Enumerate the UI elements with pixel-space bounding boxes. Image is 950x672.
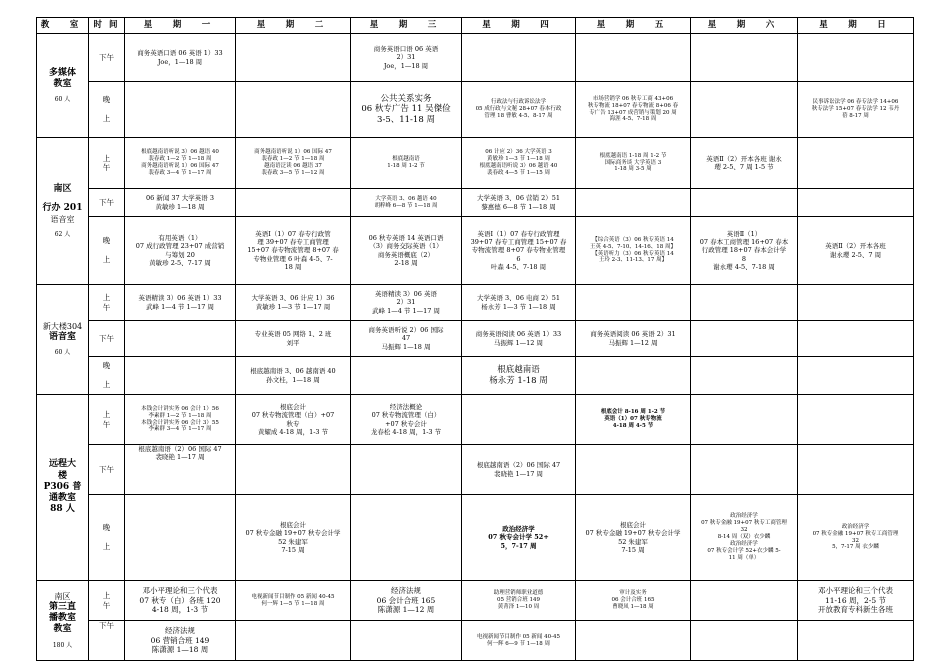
cell-r5-pm-thu <box>462 621 576 661</box>
cell-r1-pm-mon <box>125 34 236 82</box>
cell-r3-am-thu <box>462 285 576 321</box>
cell-line: 专物业管理 6 叶森 4-5、7- <box>253 254 333 263</box>
cell-line: 05 营销合班 149 <box>497 597 540 604</box>
cell-line: 39+07 春专工商管理 15+07 春 <box>470 238 567 247</box>
cell-r5-am-fri <box>576 581 691 621</box>
cell-line: 根底会计 <box>280 403 306 412</box>
cell-line: 07 秋专金融 19+07 秋专工商管理 <box>812 530 899 537</box>
cell-r2-am-wed <box>351 138 462 189</box>
cell-line: 璎 2-5、7 周 1-5 节 <box>714 163 774 171</box>
cell-line: 武峰 1—4 节 1—17 周 <box>146 302 214 311</box>
cell-line: 7-15 周 <box>281 545 305 554</box>
cell-empty <box>236 189 351 217</box>
cell-r3-am-mon <box>125 285 236 321</box>
schedule-document <box>36 17 914 661</box>
cell-line: 电视新闻节目制作 05 新闻 40-45 <box>251 593 335 600</box>
cell-line: 8 <box>741 254 747 263</box>
cell-line: 理 39+07 春专工商管理 <box>257 238 329 247</box>
cell-line: 黄菁泽 1—10 周 <box>497 603 540 610</box>
schedule-table <box>36 17 914 661</box>
cell-line: 根底越南语 <box>392 156 420 163</box>
cell-line: 李素群 3—4 节 1—17 周 <box>148 426 212 433</box>
cell-line: 2-18 周 <box>394 258 418 267</box>
cell-line: 根底会计 8-16 周 1-2 节 <box>600 409 666 416</box>
cell-line: 裴春政 1—2 节 1—18 周 <box>261 156 325 163</box>
cell-line: 开放教育专科新生各班 <box>818 605 893 615</box>
cell-line: 海涯 4-5、7-18 周 <box>609 116 657 123</box>
cell-r4-ev-tue <box>236 495 351 581</box>
cell-r2-ev-mon <box>125 217 236 285</box>
cell-line: 马振辉 1—12 周 <box>493 338 544 347</box>
cell-line: 谢永璎 2-5、7 周 <box>829 250 882 259</box>
cell-line: 国际商务谈 大学英语 3 <box>604 159 662 166</box>
header-tue: 星 期 二 <box>236 18 351 34</box>
cell-line: 3-5、11-18 周 <box>377 114 435 125</box>
cell-r4-pm-thu <box>462 445 576 495</box>
room-south-broadcast: 南区 第三直 播教室 教室 180 人 <box>37 581 89 661</box>
cell-line: 07 春本工商管理 16+07 春本 <box>699 238 789 247</box>
cell-line: 黄敏珍 1—18 周 <box>155 202 205 211</box>
cell-line: 专业英语 05 网络 1、2 班 <box>254 330 332 339</box>
time-afternoon: 下午 <box>89 34 125 82</box>
cell-line: 18 周 <box>284 262 302 271</box>
time-afternoon: 下午 <box>89 189 125 217</box>
cell-line: 商务英语口语 06 英语 <box>373 45 439 54</box>
cell-line: 黄敏珍 2-5、7-17 周 <box>149 258 211 267</box>
cell-r2-am-sat <box>691 138 798 189</box>
cell-empty <box>798 285 914 321</box>
cell-line: 【综合英语（3）06 秋专英语 14 <box>592 236 674 243</box>
cell-empty <box>462 34 576 82</box>
cell-line: 根底越南语 <box>497 364 540 375</box>
cell-line: 商务英语概底（2） <box>377 250 435 259</box>
cell-line: 07 秋专（白）各班 120 <box>139 595 221 605</box>
cell-empty <box>351 621 462 661</box>
time-afternoon: 下午 <box>89 321 125 357</box>
cell-r4-am-tue <box>236 395 351 445</box>
cell-line: 大学英语 3、06 越语 40 <box>375 195 437 202</box>
cell-r5-am-sun <box>798 581 914 621</box>
cell-line: 大学英语 3、06 计应 1）36 <box>251 294 335 303</box>
cell-line: 秋专 <box>286 419 300 428</box>
cell-r4-ev-fri <box>576 495 691 581</box>
cell-r5-am-tue <box>236 581 351 621</box>
cell-r2-am-fri <box>576 138 691 189</box>
cell-line: +07 秋专会计 <box>385 419 427 428</box>
cell-line: 黄敏珍 1—3 节 1—18 周 <box>487 156 550 163</box>
cell-line: 商务英语口语 06 英语 1）33 <box>137 49 223 58</box>
cell-line: 裴春政 3—4 节 1—17 周 <box>148 169 212 176</box>
cell-line: 07 秋专会计学 52+衣少麟 5- <box>707 547 781 554</box>
cell-empty <box>462 395 576 445</box>
cell-line: 何一辉 6—9 节 1—18 周 <box>487 640 550 647</box>
cell-line: 1-18 周 1-2 节 <box>387 163 425 169</box>
room-remote-p306: 远程大 楼 P306 普 通教室 88 人 <box>37 395 89 581</box>
cell-line: 杨永芳 1—3 节 1—18 周 <box>481 302 556 311</box>
time-morning: 上 午 <box>89 581 125 621</box>
header-thu: 星 期 四 <box>462 18 576 34</box>
cell-empty <box>351 495 462 581</box>
cell-line: 07 秋专金融 19+07 秋专会计学 <box>245 529 341 538</box>
cell-line: 龙春松 4-18 周，1-3 节 <box>370 427 442 436</box>
cell-line: 11 周（单） <box>728 554 760 561</box>
cell-line: 英语Ⅰ（1）07 春专行政管理 <box>477 230 560 239</box>
cell-line: 根底越南语听说 3）06 越语 40 <box>141 149 219 156</box>
cell-empty <box>798 621 914 661</box>
cell-line: 专广告 13+07 成营销与策划 20 周 <box>589 109 677 116</box>
cell-line: 管理 18 曹敏 4-5、8-17 周 <box>484 112 553 119</box>
cell-empty <box>236 82 351 138</box>
cell-line: 07 秋专物流管理（白） <box>371 411 441 420</box>
cell-r2-ev-sun <box>798 217 914 285</box>
cell-line: 7-15 周 <box>621 545 645 554</box>
header-row <box>37 18 914 34</box>
time-morning: 上 午 <box>89 285 125 321</box>
cell-r2-ev-sat <box>691 217 798 285</box>
cell-line: Joe，1—18 周 <box>383 61 429 70</box>
cell-empty <box>125 357 236 395</box>
cell-r1-ev-wed <box>351 82 462 138</box>
cell-r2-ev-thu <box>462 217 576 285</box>
cell-r2-ev-fri <box>576 217 691 285</box>
cell-line: 07 成行政管理 23+07 成营销 <box>135 242 225 251</box>
cell-r4-am-mon <box>125 395 236 445</box>
cell-line: 秋专法学 15+07 春专法学 12 韦丹 <box>811 106 900 113</box>
cell-line: 英语精读 3）06 英语 <box>374 290 438 299</box>
cell-line: 【英语听力（3）06 秋专英语 14 <box>592 250 674 257</box>
cell-line: 裴春政 4—5 节 1—15 周 <box>487 169 550 176</box>
cell-line: 秋专物流 18+07 春专物流 8+06 春 <box>587 102 679 109</box>
cell-line: 审计及实务 <box>619 590 647 597</box>
cell-line: 裴春政 1—2 节 1—18 周 <box>148 156 212 163</box>
cell-r4-ev-sun <box>798 495 914 581</box>
cell-r2-ev-wed <box>351 217 462 285</box>
cell-line: 与筹划 20 <box>165 250 195 259</box>
cell-r2-am-mon <box>125 138 236 189</box>
cell-empty <box>576 34 691 82</box>
cell-line: 52 朱建军 <box>278 537 308 546</box>
header-fri: 星 期 五 <box>576 18 691 34</box>
cell-line: 07 秋专会计学 52+ <box>488 533 549 542</box>
cell-line: 4-18 周，1-3 节 <box>151 605 209 615</box>
cell-line: 政治经济学 <box>841 523 870 530</box>
cell-r5-am-thu <box>462 581 576 621</box>
cell-empty <box>576 357 691 395</box>
cell-empty <box>798 138 914 189</box>
cell-line: 根底越南语（2）06 国际 47 <box>476 461 561 470</box>
cell-line: 本钱会计讲实务 06 会计 1）56 <box>141 405 219 412</box>
cell-line: 52 朱建军 <box>618 537 648 546</box>
cell-line: 商务英语听说 2）06 国际 <box>368 326 444 335</box>
cell-empty <box>798 357 914 395</box>
cell-line: 8-14 周（双）衣少麟 <box>717 534 771 541</box>
cell-line: 1-18 周 3-5 周 <box>614 166 652 173</box>
cell-line: 武峰 1—4 节 1—17 周 <box>372 306 440 315</box>
cell-empty <box>691 82 798 138</box>
cell-line: 有用英语（1） <box>158 234 202 243</box>
cell-line: 06 秋专广告 11 吴傑俭 <box>361 104 451 115</box>
cell-line: 06 新闻 37 大学英语 3 <box>146 194 214 203</box>
cell-line: 政治经济学 <box>730 540 758 547</box>
cell-line: 06 秋专英语 14 英语口语 <box>368 234 444 243</box>
time-morning: 上 午 <box>89 395 125 445</box>
cell-line: 政治经济学 <box>730 513 758 520</box>
cell-r3-ev-tue <box>236 357 351 395</box>
header-sat: 星 期 六 <box>691 18 798 34</box>
cell-line: 商务英语阅读 06 英语 2）31 <box>590 330 676 339</box>
cell-empty <box>236 621 351 661</box>
cell-empty <box>798 321 914 357</box>
cell-r4-am-wed <box>351 395 462 445</box>
cell-line: 根底会计 <box>280 521 306 530</box>
cell-empty <box>798 189 914 217</box>
cell-empty <box>576 445 691 495</box>
cell-empty <box>691 581 798 621</box>
cell-r4-ev-sat <box>691 495 798 581</box>
cell-line: 11-16 周，2-5 节 <box>825 595 886 605</box>
cell-r2-am-thu <box>462 138 576 189</box>
cell-line: 王玲 2-3、11-13、17 周】 <box>598 257 668 264</box>
cell-empty <box>576 189 691 217</box>
cell-empty <box>576 621 691 661</box>
cell-line: 谢永璎 4-5、7-18 周 <box>713 262 775 271</box>
cell-line: 公共关系实务 <box>380 93 432 104</box>
cell-r4-am-fri <box>576 395 691 445</box>
cell-line: 经济法规 <box>391 586 421 596</box>
cell-empty <box>125 495 236 581</box>
cell-line: 黄耀成 4-18 周，1-3 节 <box>257 427 329 436</box>
time-afternoon: 下午 <box>89 445 125 495</box>
cell-r3-am-wed <box>351 285 462 321</box>
cell-line: 马振辉 1—18 周 <box>381 342 431 351</box>
cell-empty <box>798 445 914 495</box>
cell-r2-pm-thu <box>462 189 576 217</box>
cell-empty <box>691 189 798 217</box>
cell-line: 2）31 <box>396 298 416 307</box>
cell-line: 15+07 春专物流管理 8+07 春 <box>247 246 339 255</box>
cell-line: 黄敏珍 1—3 节 1—17 周 <box>255 302 331 311</box>
cell-line: 根底越南语 3、06 越南语 40 <box>250 367 336 376</box>
cell-line: 大学英语 3、06 营销 2）51 <box>476 194 560 203</box>
cell-line: 本钱会计讲实务 06 会计 3）55 <box>141 419 219 426</box>
cell-line: 4-18 周 4-5 节 <box>612 422 654 429</box>
time-evening: 晚 上 <box>89 217 125 285</box>
cell-line: 07 秋专金融 19+07 秋专会计学 <box>585 529 681 538</box>
cell-empty <box>691 285 798 321</box>
cell-line: 2）31 <box>396 53 416 62</box>
cell-empty <box>351 445 462 495</box>
cell-line: 越南语泛读 06 越语 37 <box>264 163 322 169</box>
cell-line: 32 <box>852 537 859 544</box>
cell-line: 6 <box>516 254 521 263</box>
cell-line: 06 计应 2）36 大学英语 3 <box>485 149 552 156</box>
cell-line: 06 会计合班 165 <box>376 595 436 605</box>
cell-line: 根底越南语 1-18 周 1-2 节 <box>599 152 667 159</box>
cell-line: 47 <box>401 334 411 343</box>
cell-line: 根底越南语（2）06 国际 47 <box>138 445 222 453</box>
cell-r1-ev-thu <box>462 82 576 138</box>
cell-empty <box>236 34 351 82</box>
cell-line: 经济法规 <box>165 626 195 636</box>
cell-line: 5，7-17 周 衣少麟 <box>832 544 879 551</box>
cell-line: 李素群 1—2 节 1—18 周 <box>148 412 212 419</box>
cell-line: 商务英语阅读 06 英语 1）33 <box>475 330 562 339</box>
cell-line: 英语Ⅱ（2）开本各班 谢永 <box>706 154 782 163</box>
cell-line: 英语Ⅱ（2）开本各班 <box>825 242 886 251</box>
cell-r3-pm-fri <box>576 321 691 357</box>
cell-line: 06 营销合班 149 <box>150 635 210 645</box>
cell-empty <box>125 321 236 357</box>
cell-line: 裴晓艳 1—17 周 <box>493 469 544 478</box>
room-new-304: 新大楼304 语音室 60 人 <box>37 285 89 395</box>
cell-empty <box>125 82 236 138</box>
cell-empty <box>691 34 798 82</box>
cell-line: 胡粹峰 6—8 节 1—18 周 <box>374 202 438 209</box>
cell-r1-ev-fri <box>576 82 691 138</box>
cell-line: 专物流管理 8+07 春专物业管理 <box>471 246 566 255</box>
cell-r4-ev-thu <box>462 495 576 581</box>
cell-line: 邓小平理论和三个代表 <box>142 586 218 596</box>
cell-empty <box>351 357 462 395</box>
header-time: 时 间 <box>89 18 125 34</box>
cell-r5-pm-mon <box>125 621 236 661</box>
cell-line: 根底越南语听说 3）06 越语 40 <box>479 163 558 169</box>
cell-line: 商务越南语听说 1）06 国际 47 <box>254 149 332 156</box>
cell-empty <box>798 395 914 445</box>
cell-line: 杨永芳 1-18 周 <box>489 375 548 386</box>
cell-r5-am-mon <box>125 581 236 621</box>
time-evening: 晚 上 <box>89 82 125 138</box>
cell-line: 英语精读 3）06 英语 1）33 <box>138 294 222 303</box>
cell-line: 陈潇源 1—12 周 <box>377 605 435 615</box>
cell-line: 王英 4-5、7-10、14-16、18 周】 <box>589 243 677 250</box>
time-evening: 晚 上 <box>89 357 125 395</box>
cell-empty <box>691 395 798 445</box>
time-evening: 晚 上 <box>89 495 125 581</box>
cell-r3-am-tue <box>236 285 351 321</box>
cell-line: 叶森 4-5、7-18 周 <box>490 262 547 271</box>
header-room: 教 室 <box>37 18 89 34</box>
cell-line: 曹晓凤 1—18 周 <box>612 603 654 610</box>
cell-r3-pm-thu <box>462 321 576 357</box>
time-afternoon: 下午 <box>89 621 125 661</box>
cell-line: 05 成行政与文秘 28+07 春本行政 <box>475 106 562 113</box>
cell-line: 商务越南语听说 1）06 国际 47 <box>141 163 219 169</box>
cell-line: 助理营销师职业道德 <box>493 590 544 597</box>
cell-line: 32 <box>740 527 748 534</box>
cell-empty <box>798 34 914 82</box>
cell-line: 06 会计合班 165 <box>611 597 655 604</box>
cell-line: 电视新闻节目制作 05 新闻 40-45 <box>476 633 561 640</box>
cell-r1-ev-sun <box>798 82 914 138</box>
cell-r2-pm-wed <box>351 189 462 217</box>
cell-line: 07 秋专物流管理（白）+07 <box>251 411 335 420</box>
cell-line: 黎惠德 6—8 节 1—18 周 <box>481 202 556 211</box>
cell-line: 大学英语 3、06 电商 2）51 <box>476 294 560 303</box>
cell-line: （3）商务交际英语（1） <box>369 242 443 251</box>
cell-line: 裴春政 3—5 节 1—12 周 <box>261 169 325 176</box>
cell-line: 英语Ⅰ（1）07 春专行政管 <box>255 230 331 239</box>
header-mon: 星 期 一 <box>125 18 236 34</box>
cell-empty <box>691 321 798 357</box>
cell-line: 经济法概论 <box>389 403 423 412</box>
cell-empty <box>691 357 798 395</box>
cell-line: 马振辉 1—12 周 <box>608 338 658 347</box>
cell-line: 陈潇源 1—18 周 <box>151 645 209 655</box>
cell-empty <box>576 285 691 321</box>
cell-line: 裴晓艳 1—17 周 <box>155 453 205 462</box>
cell-empty <box>236 445 351 495</box>
time-morning: 上 午 <box>89 138 125 189</box>
cell-line: 民事诉讼法学 06 春专法学 14+06 <box>812 99 899 106</box>
cell-line: 5，7-17 周 <box>500 541 537 550</box>
cell-empty <box>691 445 798 495</box>
cell-line: Joe，1—18 周 <box>157 57 203 66</box>
cell-empty <box>691 621 798 661</box>
cell-line: 邓小平理论和三个代表 <box>818 586 893 596</box>
cell-line: 英语Ⅱ（1） <box>726 230 762 239</box>
cell-line: 英语（1）07 秋专物流 <box>604 416 662 423</box>
cell-line: 蓓 8-17 周 <box>842 112 869 119</box>
header-sun: 星 期 日 <box>798 18 914 34</box>
cell-r3-pm-wed <box>351 321 462 357</box>
cell-r2-ev-tue <box>236 217 351 285</box>
cell-line: 何一辉 1—5 节 1—18 周 <box>261 600 325 607</box>
cell-r1-pm-wed <box>351 34 462 82</box>
cell-line: 行政管理 18+07 春本会计学 <box>701 246 787 255</box>
cell-r2-pm-mon <box>125 189 236 217</box>
header-wed: 星 期 三 <box>351 18 462 34</box>
cell-line: 07 秋专金融 19+07 秋专工商管理 <box>701 520 787 527</box>
cell-line: 根底会计 <box>620 521 646 530</box>
room-multimedia: 多媒体 教室 60 人 <box>37 34 89 138</box>
cell-line: 刘平 <box>286 338 300 347</box>
cell-r3-ev-thu <box>462 357 576 395</box>
cell-r3-pm-tue <box>236 321 351 357</box>
cell-line: 市场营销学 06 秋专工商 43+06 <box>592 95 674 102</box>
room-south-201: 南区 行办 201 语音室 62 人 <box>37 138 89 285</box>
cell-r4-pm-mon <box>125 445 236 495</box>
cell-line: 政治经济学 <box>502 525 535 534</box>
cell-line: 行政法与行政诉讼法学 <box>490 99 546 106</box>
cell-line: 孙文桂，1—18 周 <box>266 375 320 384</box>
cell-r5-am-wed <box>351 581 462 621</box>
cell-r2-am-tue <box>236 138 351 189</box>
